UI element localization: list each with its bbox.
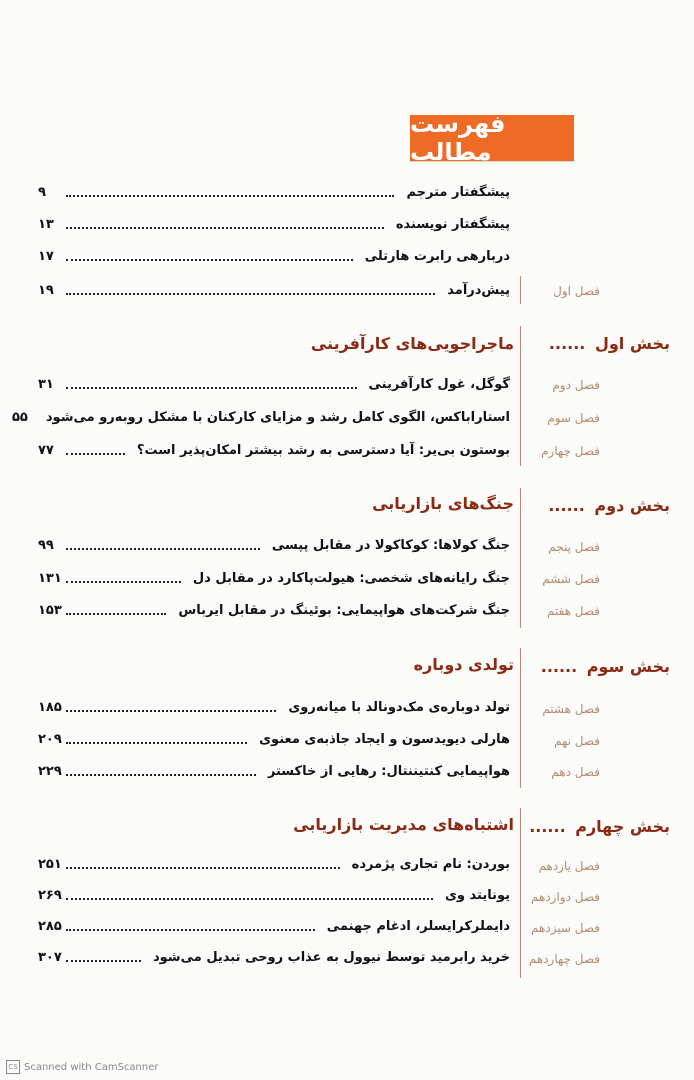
section-title: ماجراجویی‌های کارآفرینی: [310, 334, 514, 353]
section-label: [520, 496, 670, 515]
leader-dots: [66, 453, 125, 455]
entry-text: جنگ کولاها: کوکاکولا در مقابل پپسی: [271, 537, 510, 553]
toc-entry: [38, 438, 510, 462]
leader-dots: [66, 774, 256, 776]
entry-text: دایملرکرایسلر، ادغام جهنمی: [326, 918, 510, 934]
toc-entry: [38, 244, 510, 268]
toc-entry: [38, 852, 510, 876]
leader-dots: [66, 710, 276, 712]
entry-text: هواپیمایی کنتیننتال: رهایی از خاکستر: [267, 763, 510, 779]
entry-page: ۹۹: [38, 537, 54, 553]
toc-entry: [38, 883, 510, 907]
entry-text: هارلی دیویدسون و ایجاد جاذبه‌ی معنوی: [259, 731, 510, 747]
leader-dots: [66, 581, 181, 583]
section-title: اشتباه‌های مدیریت بازاریابی: [293, 815, 514, 834]
entry-page: ۱۷: [38, 248, 54, 264]
entry-text: بوردن: نام تجاری پژمرده: [351, 856, 510, 872]
leader-dots: [66, 195, 394, 197]
section-name: بخش اول: [594, 334, 670, 353]
entry-page: ۲۵۱: [38, 856, 62, 872]
chapter-label: فصل دوازدهم: [531, 890, 600, 904]
entry-page: ۳۱: [38, 376, 54, 392]
chapter-label: فصل هشتم: [542, 702, 600, 716]
entry-text: تولد دوباره‌ی مک‌دونالد با میانه‌روی: [288, 699, 510, 715]
leader-dots: [66, 929, 315, 931]
toc-entry: [38, 945, 510, 969]
leader-dots: [66, 613, 166, 615]
toc-entry: [38, 566, 510, 590]
leader-dots: [66, 867, 340, 869]
entry-text: پیش‌درآمد: [447, 282, 510, 298]
leader-dots: [66, 227, 384, 229]
toc-entry: [38, 727, 510, 751]
leader-dots: [66, 548, 260, 550]
entry-text: جنگ شرکت‌های هواپیمایی: بوئینگ در مقابل ایرباس: [178, 602, 510, 618]
toc-entry: [38, 695, 510, 719]
section-name: بخش چهارم: [575, 817, 670, 836]
entry-page: ۱۹: [38, 282, 54, 298]
entry-page: ۵۵: [12, 409, 28, 425]
leader-dots: [66, 293, 435, 295]
entry-text: پیشگفتار مترجم: [406, 184, 510, 200]
toc-entry: [38, 180, 510, 204]
section-label: [520, 817, 670, 836]
section-dots: ......: [540, 657, 578, 676]
toc-entry: [38, 759, 510, 783]
section-name: بخش سوم: [586, 657, 670, 676]
chapter-label: فصل پنجم: [548, 540, 600, 554]
toc-entry: [12, 405, 510, 429]
scanner-text: Scanned with CamScanner: [24, 1061, 159, 1073]
toc-entry: [38, 598, 510, 622]
leader-dots: [66, 387, 357, 389]
entry-page: ۲۸۵: [38, 918, 62, 934]
entry-page: ۲۶۹: [38, 887, 62, 903]
chapter-label: فصل ششم: [542, 572, 600, 586]
toc-entry: [38, 212, 510, 236]
entry-text: خرید رابرمید توسط نیوول به عذاب روحی تبدیل می‌شود: [152, 949, 510, 965]
toc-entry: [38, 914, 510, 938]
section-dots: ......: [548, 496, 585, 515]
entry-page: ۹: [38, 184, 46, 200]
section-name: بخش دوم: [594, 496, 670, 515]
toc-entry: [38, 533, 510, 557]
entry-text: گوگل، غول کارآفرینی: [368, 376, 510, 392]
entry-page: ۷۷: [38, 442, 54, 458]
entry-text: پیشگفتار نویسنده: [395, 216, 510, 232]
toc-entry: [38, 372, 510, 396]
chapter-label: فصل نهم: [554, 734, 600, 748]
scanner-watermark: [6, 1060, 159, 1074]
chapter-label: فصل هفتم: [546, 604, 600, 618]
leader-dots: [66, 960, 141, 962]
entry-text: جنگ رایانه‌های شخصی: هیولت‌پاکارد در مقابل دل: [192, 570, 510, 586]
entry-page: ۲۲۹: [38, 763, 62, 779]
entry-text: بوستون بی‌یر: آیا دسترسی به رشد بیشتر امکان‌پذیر است؟: [136, 442, 510, 458]
chapter-label: فصل دهم: [551, 765, 600, 779]
chapter-label: فصل چهاردهم: [528, 952, 600, 966]
section-title: جنگ‌های بازاریابی: [372, 494, 514, 513]
entry-text: استاراباکس، الگوی کامل رشد و مزایای کارکنان با مشکل روبه‌رو می‌شود: [45, 409, 510, 425]
leader-dots: [66, 259, 353, 261]
entry-page: ۱۳: [38, 216, 54, 232]
section-dots: ......: [529, 817, 566, 836]
entry-page: ۱۳۱: [38, 570, 62, 586]
entry-page: ۳۰۷: [38, 949, 62, 965]
section-label: [520, 657, 670, 676]
chapter-label: فصل دوم: [552, 378, 600, 392]
chapter-label: فصل یازدهم: [538, 859, 600, 873]
chapter-label: فصل سیزدهم: [531, 921, 600, 935]
section-dots: ......: [548, 334, 586, 353]
toc-title: فهرست مطالب: [410, 115, 574, 161]
entry-page: ۱۸۵: [38, 699, 62, 715]
leader-dots: [66, 898, 433, 900]
leader-dots: [66, 742, 247, 744]
entry-page: ۲۰۹: [38, 731, 62, 747]
entry-text: یونایتد وی: [444, 887, 510, 903]
chapter-label: فصل چهارم: [541, 444, 600, 458]
camscanner-logo-icon: CS: [6, 1060, 20, 1074]
section-title: تولدی دوباره: [413, 655, 514, 674]
chapter-label: فصل سوم: [547, 411, 600, 425]
toc-entry: [38, 278, 510, 302]
entry-page: ۱۵۳: [38, 602, 62, 618]
entry-text: دربارهی رابرت هارتلی: [364, 248, 510, 264]
section-label: [520, 334, 670, 353]
chapter-label: فصل اول: [553, 284, 600, 298]
